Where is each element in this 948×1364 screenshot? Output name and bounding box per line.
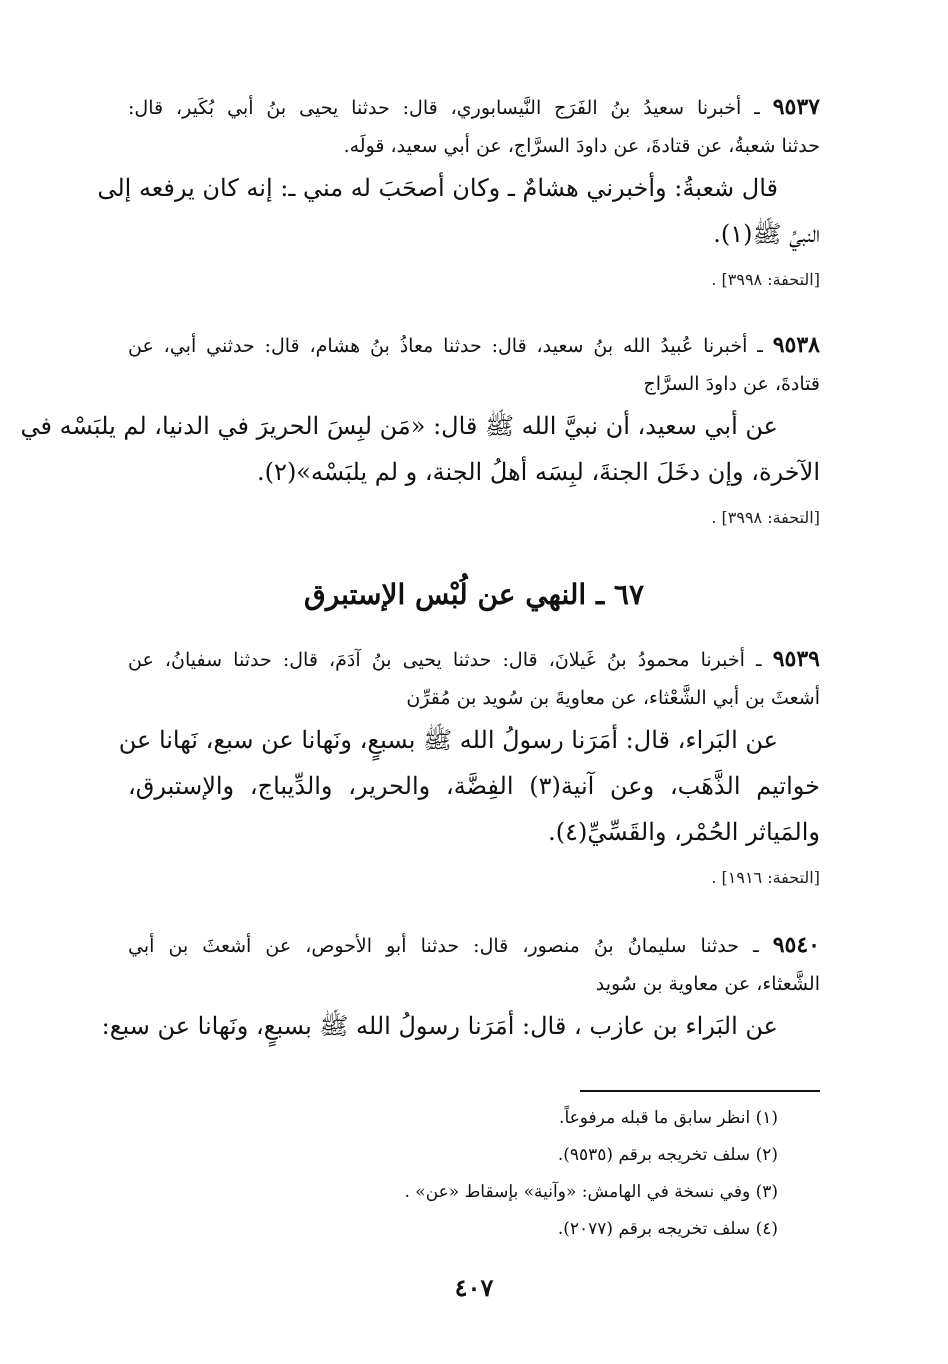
hadith-9537 (97, 88, 820, 303)
isnad-line-1 (128, 926, 820, 965)
isnad-line-2: الشَّعثاء، عن معاوية بن سُويد (595, 973, 820, 995)
hadith-9540 (101, 926, 820, 1049)
tuhfa-reference: [التحفة: ٣٩٩٨] . (711, 270, 820, 289)
isnad-line-1 (128, 640, 820, 679)
matn-line-3: والمَياثر الحُمْر، والقَسِّيِّ(٤). (548, 818, 820, 846)
matn-line-2: الآخرة، وإن دخَلَ الجنةَ، لبِسَه أهلُ الجنة، و لم يلبَسْه»(٢). (257, 458, 820, 486)
matn-line-1: عن أبي سعيد، أن نبيَّ الله ﷺ قال: «مَن لبِسَ الحريرَ في الدنيا، لم يلبَسْه في (20, 412, 778, 440)
footnotes (128, 1100, 778, 1248)
tuhfa-reference: [التحفة: ١٩١٦] . (711, 868, 820, 887)
footnote-4: (٤) سلف تخريجه برقم (٢٠٧٧). (557, 1219, 778, 1239)
footnote-3: (٣) وفي نسخة في الهامش: «وآنية» بإسقاط «عن» . (404, 1182, 778, 1202)
matn-line-2: النبيِّ ﷺ(١). (713, 220, 820, 248)
tuhfa-reference: [التحفة: ٣٩٩٨] . (711, 508, 820, 527)
page-number: ٤٠٧ (454, 1273, 494, 1302)
matn-line-1: قال شعبةُ: وأخبرني هشامٌ ـ وكان أصحَبَ له مني ـ: إنه كان يرفعه إلى (97, 174, 778, 202)
isnad-text: ـ أخبرنا عُبيدُ الله بنُ سعيد، قال: حدثنا معاذُ بنُ هشام، قال: حدثني أبي، عن (128, 335, 763, 357)
isnad-line-1 (128, 326, 820, 365)
isnad-line-1 (128, 88, 820, 127)
footnote-separator (580, 1090, 820, 1092)
hadith-number: ٩٥٣٧ (772, 94, 820, 120)
isnad-line-2: قتادةَ، عن داودَ السرَّاج (643, 373, 820, 395)
matn-line-2: خواتيم الذَّهَب، وعن آنية(٣) الفِضَّة، والحرير، والدِّيباج، والإستبرق، (128, 772, 821, 800)
hadith-9538 (20, 326, 820, 541)
hadith-number: ٩٥٣٨ (772, 332, 820, 358)
hadith-number: ٩٥٣٩ (772, 646, 820, 672)
footnote-1: (١) انظر سابق ما قبله مرفوعاً. (559, 1108, 778, 1128)
isnad-text: ـ أخبرنا محمودُ بنُ غَيلانَ، قال: حدثنا يحيى بنُ آدَمَ، قال: حدثنا سفيانُ، عن (128, 649, 762, 671)
isnad-line-2: أشعثَ بن أبي الشَّعْثاء، عن معاويةَ بن سُويد بن مُقرِّن (406, 687, 820, 709)
isnad-text: ـ أخبرنا سعيدُ بنُ الفَرَج النَّيسابوري، قال: حدثنا يحيى بنُ أبي بُكَير، قال: (128, 97, 760, 119)
hadith-number: ٩٥٤٠ (772, 932, 820, 958)
hadith-9539 (118, 640, 821, 901)
chapter-heading: ٦٧ ـ النهي عن لُبْس الإستبرق (303, 578, 644, 611)
footnote-2: (٢) سلف تخريجه برقم (٩٥٣٥). (557, 1145, 778, 1165)
matn-line-1: عن البَراء بن عازب ، قال: أمَرَنا رسولُ الله ﷺ بسبعٍ، ونَهانا عن سبع: (101, 1012, 778, 1040)
matn-line-1: عن البَراء، قال: أمَرَنا رسولُ الله ﷺ بسبعٍ، ونَهانا عن سبع، نَهانا عن (118, 726, 778, 754)
isnad-text: ـ حدثنا سليمانُ بنُ منصور، قال: حدثنا أبو الأحوص، عن أشعثَ بن أبي (128, 935, 759, 957)
isnad-line-2: حدثنا شعبةُ، عن قتادةَ، عن داودَ السرَّاج، عن أبي سعيد، قولَه. (343, 135, 820, 157)
